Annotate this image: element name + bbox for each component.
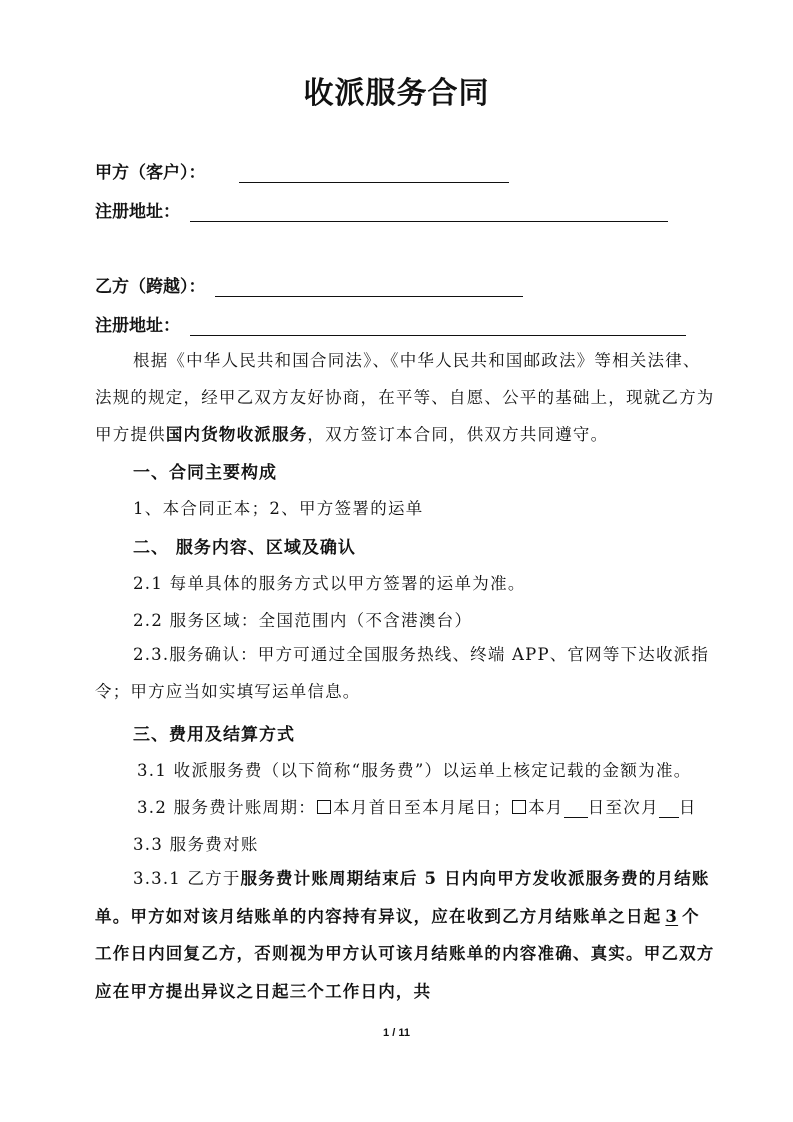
section-3-2-prefix: 3.2 服务费计账周期： [137,798,317,817]
party-b-address-field[interactable] [190,317,686,336]
party-b-label: 乙方（跨越）： [95,277,206,297]
billing-option-2-label-c: 日 [678,798,697,817]
section-3-3-1-text-b: 服务费计账周期结束后 5 日内向甲方发收派服务费的月结账单。甲方如对该月结账单的内容持有异议，应在收到乙方月结账单之日起 [95,869,710,926]
section-3-3-1-text-c: 个工作日内回复乙方，否则视为甲方认可该月结账单的内容准确、真实。甲乙双方应在甲方提出异议之日起三个工作日内，共 [95,906,715,1001]
section-3-title: 三、费用及结算方式 [133,725,295,745]
billing-option-1-checkbox[interactable] [317,800,331,814]
billing-option-2-checkbox[interactable] [512,800,526,814]
party-a-name-field[interactable] [239,164,509,183]
billing-end-day-field[interactable] [659,799,679,818]
billing-option-2-label-a: 本月 [528,798,564,817]
preamble-emphasis: 国内货物收派服务 [165,425,308,444]
section-1-text: 1、本合同正本；2、甲方签署的运单 [133,499,424,518]
party-a-address-label: 注册地址： [95,202,180,222]
section-2-1: 2.1 每单具体的服务方式以甲方签署的运单为准。 [133,574,526,593]
section-2-3: 2.3.服务确认：甲方可通过全国服务热线、终端 APP、官网等下达收派指令；甲方应当如实填写运单信息。 [95,645,710,701]
preamble-text-1: 根据《中华人民共和国合同法》、《中华人民共和国邮政法》等相关法律、法规的规定，经甲乙双方友好协商，在平等、自愿、公平的基础上，现就乙方为甲方提供 [95,351,715,444]
party-a-label: 甲方（客户）： [95,163,206,183]
reply-days-value: 3 [665,906,679,926]
section-3-3-1-text-a: 3.3.1 乙方于 [133,869,241,888]
section-3-2 [137,794,697,818]
party-a-address-row [95,197,668,222]
preamble-paragraph [95,342,715,453]
section-3-3: 3.3 服务费对账 [133,835,259,854]
billing-option-1-label: 本月首日至本月尾日； [333,798,512,817]
section-3-1: 3.1 收派服务费（以下简称“服务费”）以运单上核定记载的金额为准。 [137,761,692,780]
party-b-address-row [95,311,686,336]
billing-start-day-field[interactable] [564,799,588,818]
preamble-text-2: ，双方签订本合同，供双方共同遵守。 [307,425,609,444]
section-2-2: 2.2 服务区域：全国范围内（不含港澳台） [133,611,473,630]
page-number: 1 / 11 [383,1027,410,1039]
document-title: 收派服务合同 [303,76,490,111]
billing-option-2-label-b: 日至次月 [587,798,659,817]
party-b-row [95,272,523,297]
section-1-title: 一、合同主要构成 [133,463,277,483]
party-b-name-field[interactable] [215,278,523,297]
party-a-address-field[interactable] [190,203,668,222]
section-2-title: 二、 服务内容、区域及确认 [133,538,356,558]
party-a-row [95,158,509,183]
section-3-3-1 [95,860,715,1010]
party-b-address-label: 注册地址： [95,316,180,336]
